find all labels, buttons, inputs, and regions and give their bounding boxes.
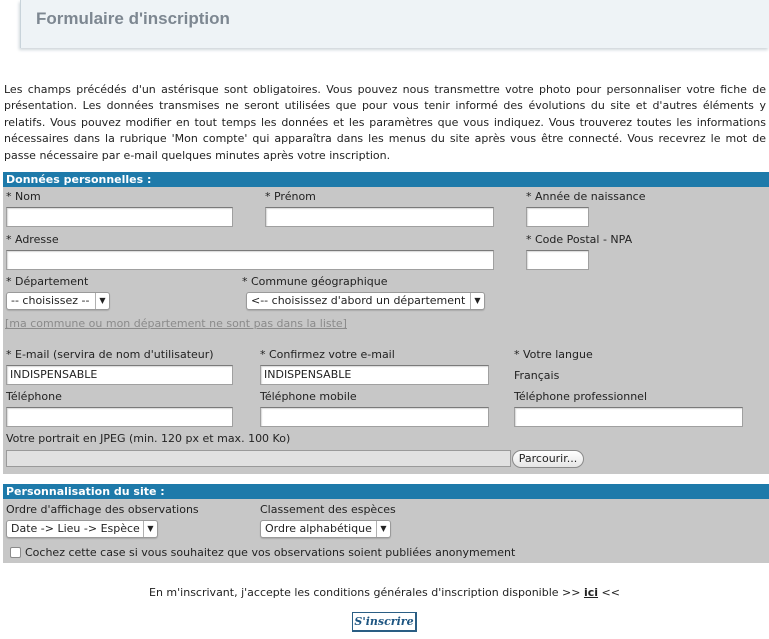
anonymous-label: Cochez cette case si vous souhaitez que vos observations soient publiées anonymement bbox=[25, 546, 516, 559]
nom-input[interactable] bbox=[6, 207, 233, 227]
departement-select[interactable] bbox=[6, 292, 110, 310]
terms-text-end: << bbox=[598, 586, 620, 599]
personal-section-header: Données personnelles : bbox=[3, 172, 769, 187]
chevron-down-icon: ▼ bbox=[143, 521, 157, 537]
departement-label: * Département bbox=[6, 275, 89, 288]
commune-select[interactable] bbox=[246, 292, 485, 310]
tel-mobile-label: Téléphone mobile bbox=[260, 390, 357, 403]
browse-button[interactable]: Parcourir... bbox=[512, 450, 584, 468]
tel-label: Téléphone bbox=[6, 390, 62, 403]
commune-value: <-- choisissez d'abord un département bbox=[251, 294, 466, 307]
nom-label: * Nom bbox=[6, 190, 41, 203]
adresse-label: * Adresse bbox=[6, 233, 59, 246]
classement-value: Ordre alphabétique bbox=[265, 522, 372, 535]
ordre-label: Ordre d'affichage des observations bbox=[6, 503, 199, 516]
portrait-file-field[interactable] bbox=[6, 450, 511, 467]
page-title: Formulaire d'inscription bbox=[36, 9, 230, 28]
prenom-label: * Prénom bbox=[265, 190, 316, 203]
terms-link[interactable]: ici bbox=[583, 586, 599, 599]
email-confirm-label: * Confirmez votre e-mail bbox=[260, 348, 395, 361]
site-panel bbox=[3, 499, 769, 563]
submit-button[interactable]: S'inscrire bbox=[352, 612, 417, 632]
site-section-header: Personnalisation du site : bbox=[3, 484, 769, 499]
langue-value: Français bbox=[514, 369, 560, 382]
missing-commune-link[interactable]: [ma commune ou mon département ne sont pas dans la liste] bbox=[5, 317, 347, 330]
intro-text: Les champs précédés d'un astérisque sont obligatoires. Vous pouvez nous transmettre votre photo pour personnaliser votre fiche de présentation. Les données transmises ne seront utilisées que pour vous tenir informé des évolutions du site et d'autres éléments y relatifs. Vous pouvez modifier en tout temps les données et les paramètres que vous indiquez. Vous trouverez toutes les informations nécessaires dans la rubrique 'Mon compte' qui apparaîtra dans les menus du site après vous être connecté. Vous recevrez le mot de passe nécessaire par e-mail quelques minutes après votre inscription. bbox=[4, 83, 766, 162]
portrait-label: Votre portrait en JPEG (min. 120 px et max. 100 Ko) bbox=[6, 432, 291, 445]
terms-text: En m'inscrivant, j'accepte les conditions générales d'inscription disponible >> bbox=[149, 586, 584, 599]
terms-line bbox=[0, 586, 769, 599]
tel-input[interactable] bbox=[6, 407, 233, 427]
cp-label: * Code Postal - NPA bbox=[526, 233, 633, 246]
cp-input[interactable] bbox=[526, 250, 589, 270]
ordre-select[interactable] bbox=[6, 520, 158, 538]
anonymous-checkbox[interactable] bbox=[10, 547, 21, 558]
email-confirm-input[interactable]: INDISPENSABLE bbox=[260, 365, 489, 385]
chevron-down-icon: ▼ bbox=[95, 293, 109, 309]
chevron-down-icon: ▼ bbox=[376, 521, 390, 537]
chevron-down-icon: ▼ bbox=[470, 293, 484, 309]
email-label: * E-mail (servira de nom d'utilisateur) bbox=[6, 348, 214, 361]
email-input[interactable]: INDISPENSABLE bbox=[6, 365, 233, 385]
classement-label: Classement des espèces bbox=[260, 503, 396, 516]
tel-mobile-input[interactable] bbox=[260, 407, 489, 427]
classement-select[interactable] bbox=[260, 520, 391, 538]
tel-pro-label: Téléphone professionnel bbox=[514, 390, 648, 403]
tel-pro-input[interactable] bbox=[514, 407, 743, 427]
annee-label: * Année de naissance bbox=[526, 190, 646, 203]
prenom-input[interactable] bbox=[265, 207, 494, 227]
adresse-input[interactable] bbox=[6, 250, 494, 270]
departement-value: -- choisissez -- bbox=[11, 294, 90, 307]
personal-panel bbox=[3, 187, 769, 474]
langue-label: * Votre langue bbox=[514, 348, 593, 361]
ordre-value: Date -> Lieu -> Espèce bbox=[11, 522, 140, 535]
annee-input[interactable] bbox=[526, 207, 589, 227]
commune-label: * Commune géographique bbox=[242, 275, 388, 288]
